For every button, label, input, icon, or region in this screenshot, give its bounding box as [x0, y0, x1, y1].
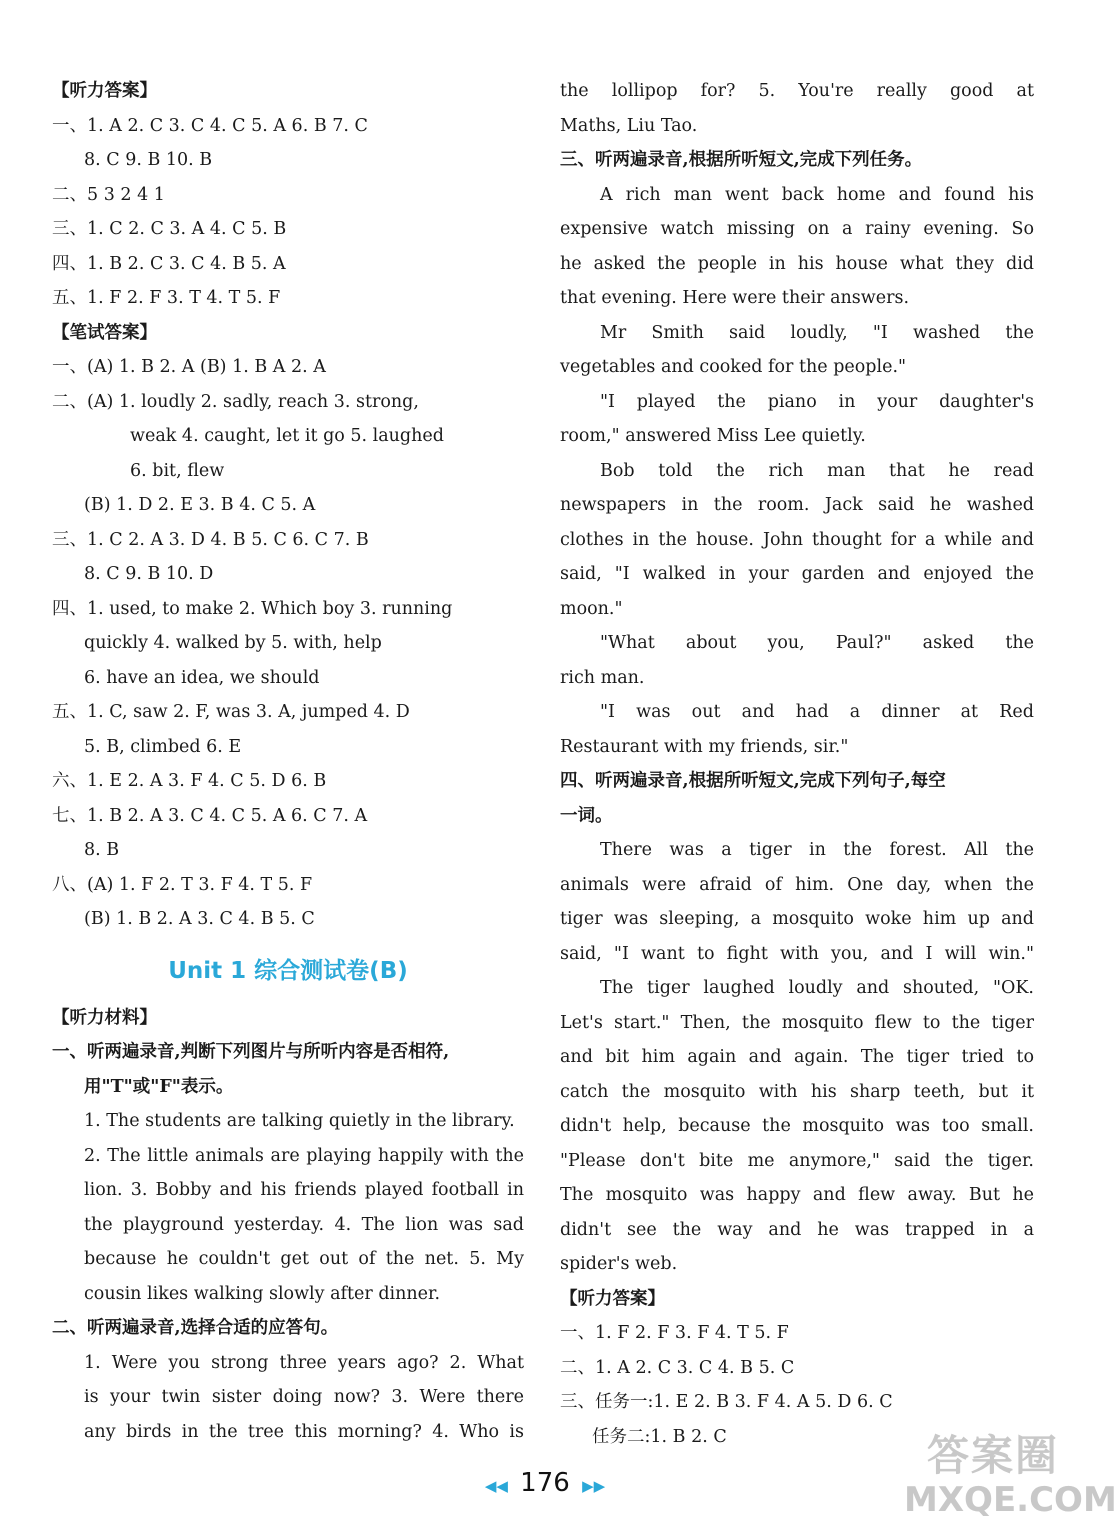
- text-line: 二、听两遍录音,选择合适的应答句。: [52, 1318, 339, 1338]
- text-line: Restaurant with my friends, sir.": [560, 736, 849, 757]
- text-line: the lollipop for? 5. You're really good at: [560, 81, 1034, 101]
- text-line: 5. B, climbed 6. E: [84, 736, 242, 757]
- text-line: cousin likes walking slowly after dinner.: [84, 1283, 441, 1304]
- text-line: animals were afraid of him. One day, when the: [560, 874, 1034, 895]
- text-line: 一、(A) 1. B 2. A (B) 1. B A 2. A: [52, 357, 326, 377]
- text-line: 【听力答案】: [52, 81, 157, 101]
- text-line: 三、1. C 2. C 3. A 4. C 5. B: [52, 219, 287, 239]
- watermark-logo: [904, 1431, 1117, 1528]
- text-line: 三、听两遍录音,根据所听短文,完成下列任务。: [560, 150, 923, 170]
- text-line: 七、1. B 2. A 3. C 4. C 5. A 6. C 7. A: [52, 805, 368, 826]
- text-line: The mosquito was happy and flew away. But he: [560, 1185, 1034, 1205]
- text-line: 8. C 9. B 10. B: [84, 150, 213, 170]
- text-line: 一词。: [560, 805, 613, 826]
- text-line: room," answered Miss Lee quietly.: [560, 426, 866, 446]
- text-line: 五、1. C, saw 2. F, was 3. A, jumped 4. D: [52, 702, 410, 722]
- text-line: newspapers in the room. Jack said he washed: [560, 495, 1034, 515]
- right-column: [560, 74, 1034, 1454]
- text-line: 一、1. F 2. F 3. F 4. T 5. F: [560, 1323, 789, 1343]
- text-line: (B) 1. B 2. A 3. C 4. B 5. C: [84, 909, 315, 929]
- text-line: Let's start." Then, the mosquito flew to the tiger: [560, 1012, 1034, 1033]
- text-line: 用"T"或"F"表示。: [84, 1076, 234, 1097]
- text-line: 二、1. A 2. C 3. C 4. B 5. C: [560, 1357, 795, 1378]
- text-line: 三、任务一:1. E 2. B 3. F 4. A 5. D 6. C: [560, 1392, 893, 1412]
- text-line: 一、听两遍录音,判断下列图片与所听内容是否相符,: [52, 1042, 450, 1062]
- text-line: lion. 3. Bobby and his friends played football in: [84, 1180, 524, 1200]
- text-line: Mr Smith said loudly, "I washed the: [600, 322, 1034, 343]
- text-line: 任务二:1. B 2. C: [592, 1426, 727, 1447]
- text-line: said, "I want to fight with you, and I will win.": [560, 943, 1034, 964]
- prev-arrows-icon: ◀◀: [484, 1477, 508, 1495]
- text-line: 四、1. B 2. C 3. C 4. B 5. A: [52, 253, 286, 274]
- text-line: any birds in the tree this morning? 4. Who is: [84, 1421, 524, 1442]
- watermark-text: 答案圈: [926, 1431, 1059, 1480]
- text-line: that evening. Here were their answers.: [560, 288, 910, 308]
- text-line: 1. The students are talking quietly in the library.: [84, 1111, 515, 1131]
- text-line: the playground yesterday. 4. The lion was sad: [84, 1214, 524, 1235]
- text-line: 6. bit, flew: [130, 460, 225, 481]
- text-line: didn't see the way and he was trapped in a: [560, 1219, 1034, 1240]
- text-line: moon.": [560, 598, 623, 619]
- text-line: 四、听两遍录音,根据所听短文,完成下列句子,每空: [560, 771, 946, 791]
- left-listening-material: [52, 1001, 524, 1450]
- text-line: catch the mosquito with his sharp teeth, but it: [560, 1081, 1034, 1102]
- text-line: 【听力答案】: [560, 1288, 665, 1309]
- next-arrows-icon: ▶▶: [582, 1477, 606, 1495]
- text-line: "Please don't bite me anymore," said the tiger.: [560, 1150, 1034, 1171]
- text-line: quickly 4. walked by 5. with, help: [84, 633, 382, 653]
- text-line: 6. have an idea, we should: [84, 667, 320, 688]
- text-line: Maths, Liu Tao.: [560, 115, 698, 136]
- text-line: 五、1. F 2. F 3. T 4. T 5. F: [52, 288, 281, 308]
- text-line: 一、1. A 2. C 3. C 4. C 5. A 6. B 7. C: [52, 115, 368, 136]
- text-line: 1. Were you strong three years ago? 2. What: [84, 1352, 524, 1373]
- left-column: [52, 74, 524, 1449]
- text-line: (B) 1. D 2. E 3. B 4. C 5. A: [84, 495, 316, 515]
- text-line: "I played the piano in your daughter's: [600, 391, 1034, 412]
- text-line: he asked the people in his house what they did: [560, 253, 1034, 274]
- text-line: Bob told the rich man that he read: [600, 460, 1034, 481]
- page-number: 176: [520, 1468, 570, 1498]
- text-line: 【笔试答案】: [52, 322, 157, 343]
- text-line: 8. C 9. B 10. D: [84, 564, 214, 584]
- text-line: 六、1. E 2. A 3. F 4. C 5. D 6. B: [52, 771, 327, 791]
- text-line: There was a tiger in the forest. All the: [600, 840, 1034, 860]
- text-line: 八、(A) 1. F 2. T 3. F 4. T 5. F: [52, 874, 313, 895]
- text-line: expensive watch missing on a rainy evening. So: [560, 219, 1034, 239]
- text-line: said, "I walked in your garden and enjoyed the: [560, 564, 1034, 584]
- text-line: 二、5 3 2 4 1: [52, 184, 165, 205]
- text-line: A rich man went back home and found his: [600, 184, 1034, 205]
- text-line: because he couldn't get out of the net. 5. My: [84, 1249, 524, 1269]
- text-line: 2. The little animals are playing happily with the: [84, 1145, 524, 1166]
- text-line: and bit him again and again. The tiger tried to: [560, 1047, 1034, 1067]
- text-line: didn't help, because the mosquito was too small.: [560, 1116, 1034, 1136]
- text-line: clothes in the house. John thought for a while and: [560, 529, 1034, 550]
- text-line: 四、1. used, to make 2. Which boy 3. running: [52, 598, 453, 619]
- text-line: 8. B: [84, 840, 120, 860]
- text-line: weak 4. caught, let it go 5. laughed: [130, 426, 444, 446]
- text-line: spider's web.: [560, 1254, 678, 1274]
- text-line: 【听力材料】: [52, 1007, 157, 1028]
- text-line: rich man.: [560, 667, 645, 688]
- text-line: The tiger laughed loudly and shouted, "OK.: [600, 978, 1034, 998]
- text-line: vegetables and cooked for the people.": [560, 357, 907, 377]
- left-answers: [52, 74, 524, 937]
- text-line: "I was out and had a dinner at Red: [600, 702, 1034, 722]
- text-line: tiger was sleeping, a mosquito woke him up and: [560, 909, 1034, 929]
- text-line: 三、1. C 2. A 3. D 4. B 5. C 6. C 7. B: [52, 529, 369, 550]
- text-line: 二、(A) 1. loudly 2. sadly, reach 3. strong,: [52, 391, 419, 412]
- watermark-url: MXQE.COM: [904, 1480, 1117, 1520]
- text-line: is your twin sister doing now? 3. Were there: [84, 1387, 524, 1407]
- unit-title: Unit 1 综合测试卷(B): [168, 957, 408, 984]
- text-line: "What about you, Paul?" asked the: [600, 633, 1034, 653]
